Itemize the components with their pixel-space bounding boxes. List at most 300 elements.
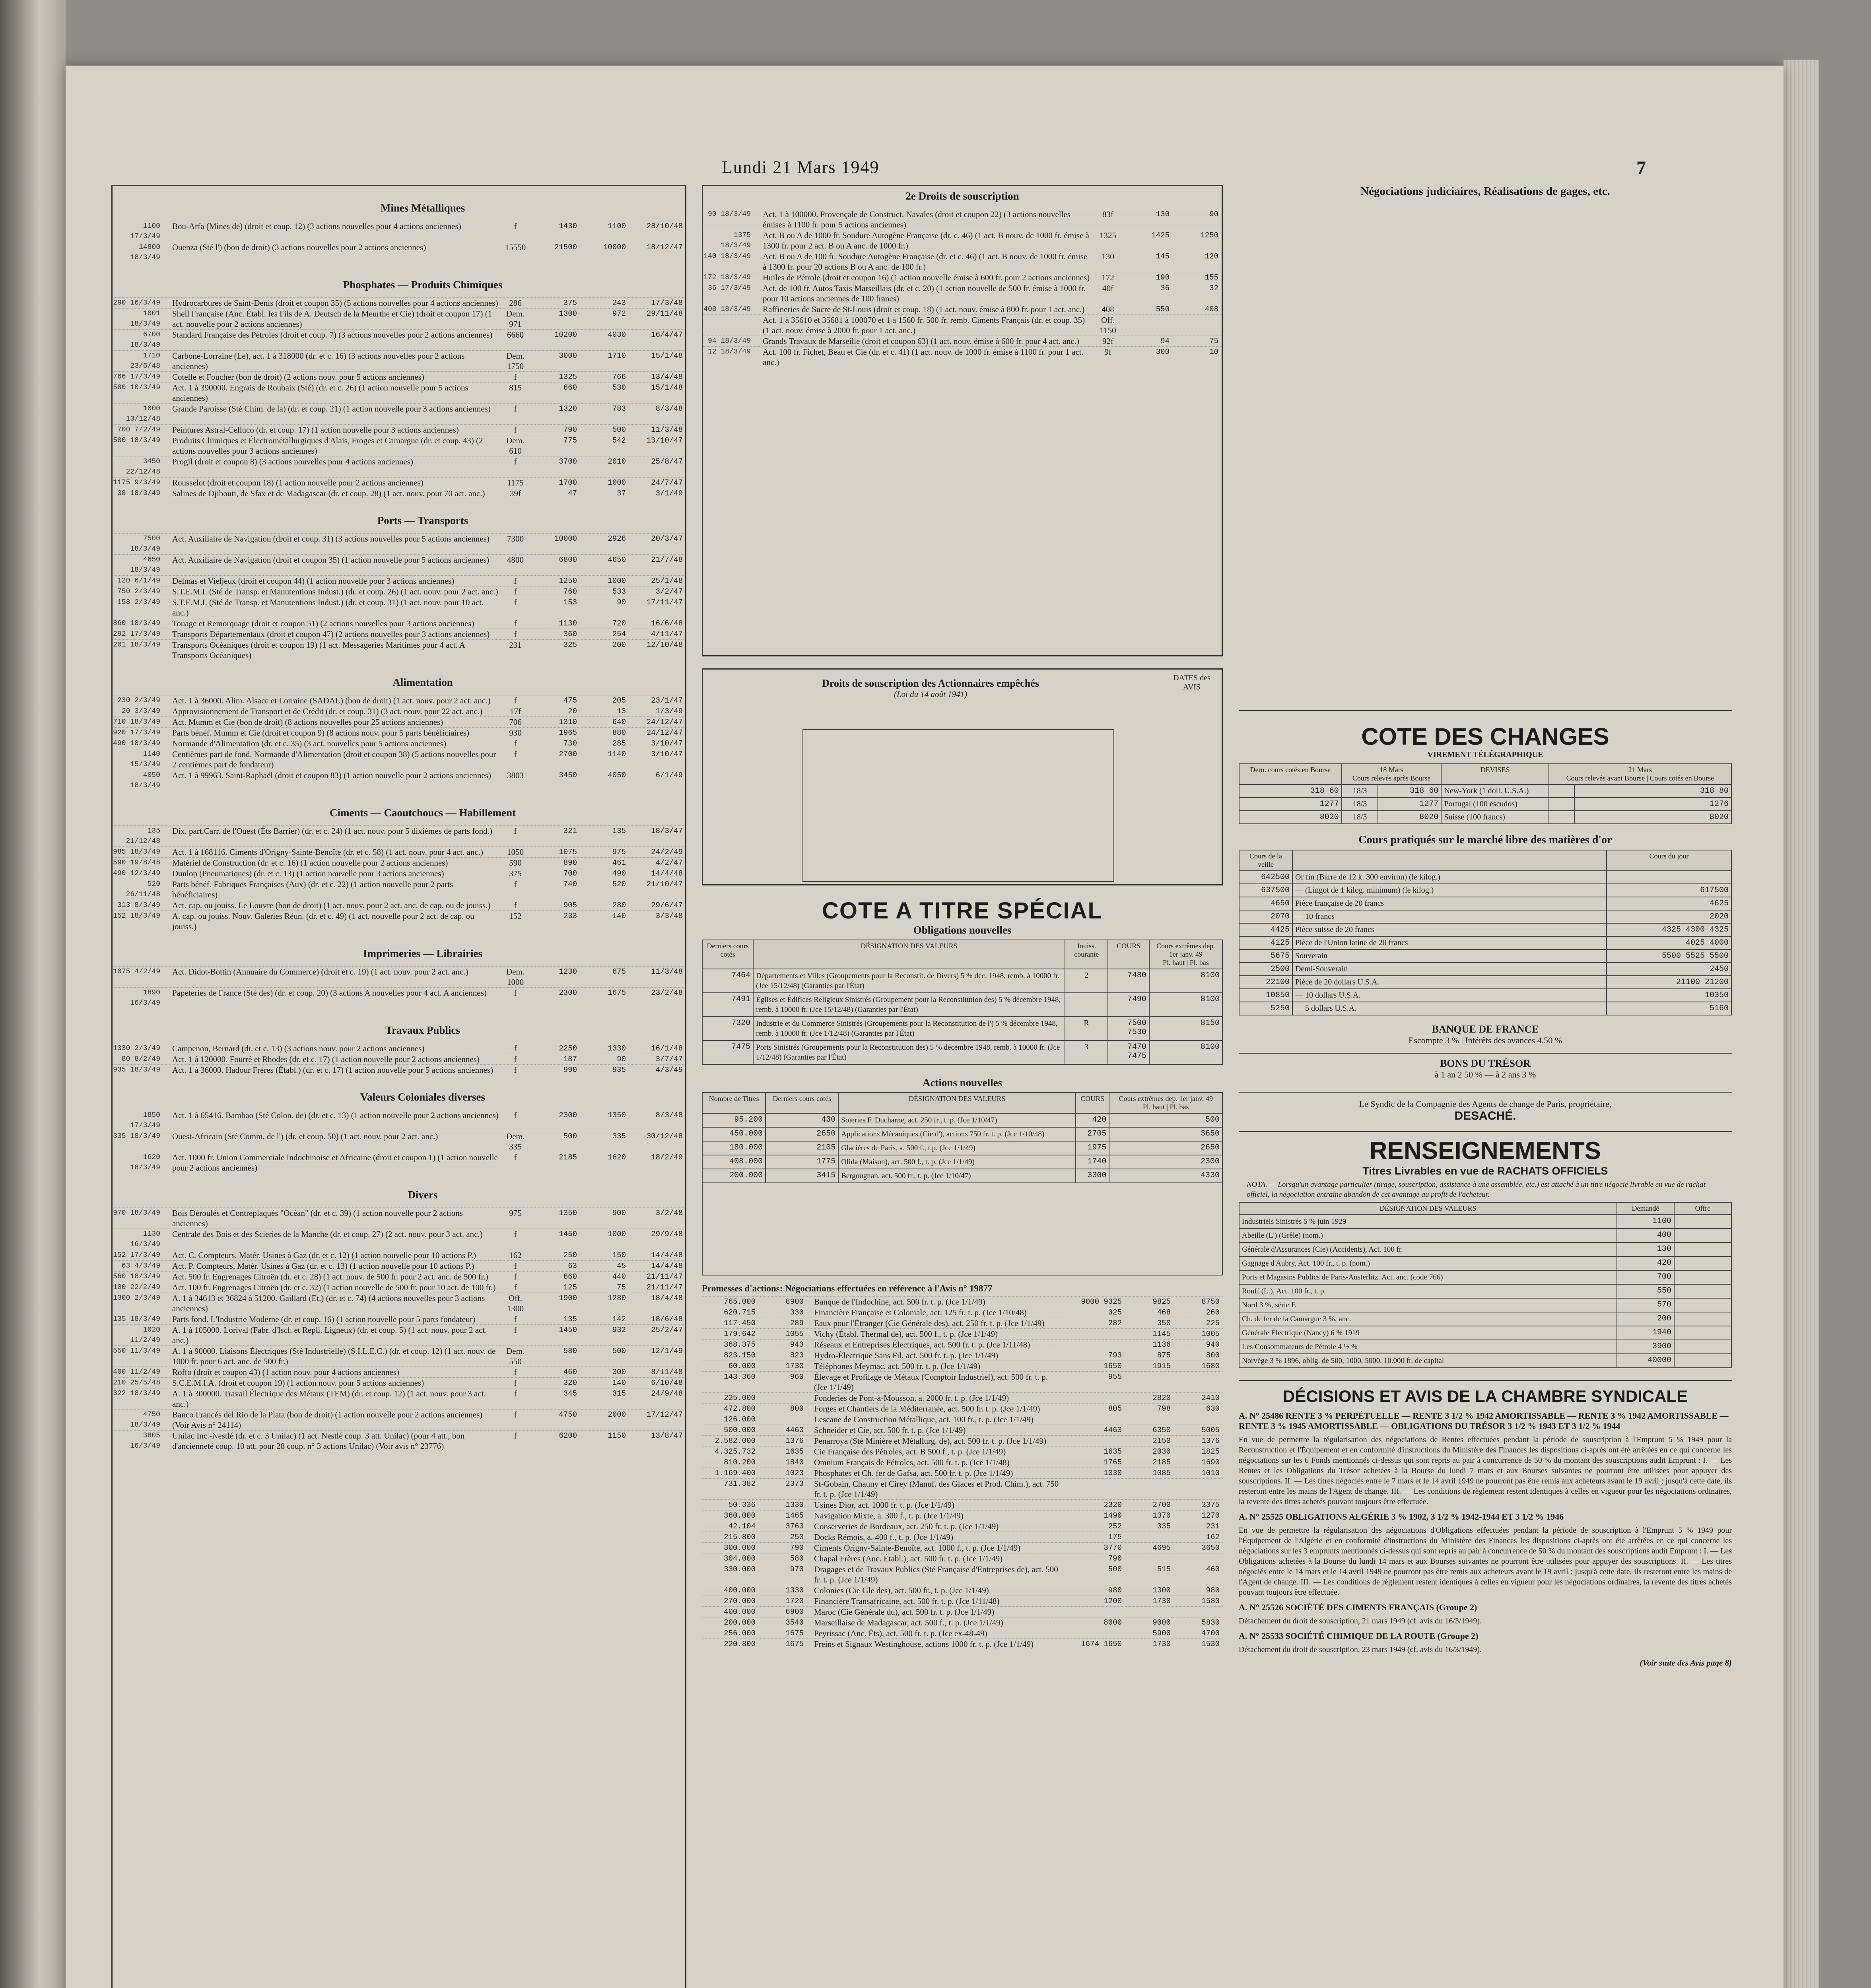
row-cours: 805 — [1108, 1404, 1122, 1413]
row-cours: 9000 9325 — [1081, 1297, 1122, 1306]
row-cours: 325 — [1108, 1308, 1122, 1317]
row-nouveau-cours: f — [514, 1431, 517, 1441]
row-date: 970 18/3/49 — [113, 1209, 160, 1217]
row-date-detach: 24/12/47 — [646, 718, 683, 726]
row-derniers: 1330 — [785, 1586, 804, 1595]
row-designation: Forges et Chantiers de la Méditerranée, act. 500 fr. t. p. (Jce 1/1/49) — [814, 1404, 1040, 1413]
row-designation: Hydrocarbures de Saint-Denis (droit et coupon 35) (5 actions nouvelles pour 4 actions anciennes) — [172, 298, 498, 308]
droits-title: 2e Droits de souscription — [905, 190, 1019, 202]
cell-designation: Abeille (L') (Grêle) (nom.) — [1239, 1229, 1617, 1242]
row-plus-bas: 140 — [612, 1378, 626, 1387]
row-plus-haut: 335 — [1157, 1522, 1171, 1531]
oblig-th-derniers: Derniers cours cotés — [702, 940, 753, 969]
or-th-desig — [1292, 850, 1607, 871]
row-designation: Act. 500 fr. Engrenages Citroën (dr. et c. 28) (1 act. nouv. de 500 fr. pour 2 act. anc. de 500 fr.) — [172, 1272, 488, 1281]
droit-row — [113, 770, 685, 791]
droit-row — [113, 900, 685, 911]
droit-row — [113, 1054, 685, 1064]
cell-cote: 318 80 — [1574, 784, 1731, 798]
row-date-detach: 24/9/48 — [651, 1389, 683, 1398]
row-nombre: 143.360 — [724, 1373, 756, 1381]
cell-derniers: 1775 — [765, 1155, 838, 1169]
cell-avant — [1549, 798, 1574, 811]
row-derniers: 1023 — [785, 1469, 804, 1477]
row-plus-haut: 1085 — [1152, 1469, 1171, 1477]
row-cours: 8000 — [1104, 1618, 1122, 1627]
row-plus-bas: 1270 — [1201, 1511, 1220, 1520]
row-date-detach: 13/4/48 — [651, 373, 683, 381]
row-date-detach: 15/1/48 — [651, 351, 683, 360]
row-nouveau-cours: f — [514, 457, 517, 466]
or-row — [1239, 963, 1731, 976]
cell-veille: 642500 — [1239, 871, 1292, 884]
row-date-detach: 4/11/47 — [651, 630, 683, 639]
row-designation: Shell Française (Anc. Établ. les Fils de A. Deutsch de la Meurthe et Cie) (droit et coupon 17) (1 act. nouvelle pour 2 actions anciennes) — [172, 309, 492, 329]
row-designation: Act. 1 à 120000. Fourré et Rhodes (dr. et c. 17) (1 action nouvelle pour 2 actions anciennes) — [172, 1054, 480, 1064]
row-date: 63 4/3/49 — [121, 1262, 160, 1270]
cell-precedent: 8020 — [1239, 811, 1342, 824]
row-derniers: 330 — [790, 1308, 804, 1317]
row-designation: Peintures Astral-Celluco (dr. et coup. 17) (1 action nouvelle pour 3 actions anciennes) — [172, 425, 459, 435]
cell-designation: Industriels Sinistrés 5 % juin 1929 — [1239, 1215, 1617, 1229]
row-derniers: 580 — [790, 1554, 804, 1563]
row-designation: Chapal Frères (Anc. Établ.), act. 500 fr. t. p. (Jce 1/1/49) — [814, 1554, 1003, 1563]
cell-veille: 10850 — [1239, 989, 1292, 1002]
cell-designation: — 5 dollars U.S.A. — [1292, 1002, 1607, 1015]
row-plus-bas: 243 — [612, 299, 626, 307]
cell-designation: Pièce de 20 dollars U.S.A. — [1292, 976, 1607, 989]
row-plus-haut: 1915 — [1152, 1362, 1171, 1371]
ren-th-demande: Demandé — [1617, 1202, 1674, 1215]
or-th-veille: Cours de la veille — [1239, 850, 1292, 871]
row-nombre: 215.800 — [724, 1533, 756, 1541]
row-derniers: 1330 — [785, 1501, 804, 1509]
promesse-row — [702, 1392, 1223, 1403]
row-plus-bas: 1100 — [608, 222, 626, 231]
row-nouveau-cours: f — [514, 1314, 517, 1324]
row-cours: 175 — [1108, 1533, 1122, 1541]
row-plus-haut: 1325 — [559, 373, 577, 381]
row-plus-haut — [1125, 1553, 1174, 1564]
row-date: 580 18/3/49 — [113, 437, 160, 445]
droit-souscription-row — [703, 209, 1222, 230]
droit-row — [113, 1271, 685, 1282]
changes-table — [1239, 763, 1732, 824]
row-date: 490 18/3/49 — [113, 740, 160, 747]
cell-demande: 570 — [1617, 1298, 1674, 1312]
row-plus-haut: 740 — [563, 880, 577, 889]
row-plus-bas: 4700 — [1201, 1629, 1220, 1638]
row-plus-haut: 321 — [563, 827, 577, 835]
row-designation: Vichy (Établ. Thermal de), act. 500 f., t. p. (Jce 1/1/49) — [814, 1329, 998, 1339]
row-plus-haut: 2820 — [1152, 1394, 1171, 1402]
row-nouveau-cours: f — [514, 425, 517, 435]
row-date: 1850 17/3/49 — [130, 1111, 160, 1130]
row-plus-haut: 2030 — [1152, 1447, 1171, 1456]
cell-designation: Les Consommateurs de Pétrole 4 ½ % — [1239, 1340, 1617, 1354]
row-plus-haut: 1450 — [559, 1326, 577, 1334]
row-plus-bas: 490 — [612, 869, 626, 878]
row-date: 710 18/3/49 — [113, 718, 160, 726]
row-date: 80 8/2/49 — [121, 1055, 160, 1063]
row-nouveau-cours: Dem. 1000 — [506, 967, 525, 987]
row-plus-haut: 250 — [563, 1251, 577, 1260]
row-plus-bas: 3650 — [1201, 1543, 1220, 1552]
row-plus-haut: 233 — [563, 912, 577, 920]
row-designation: Act. 1 à 35610 et 35681 à 100070 et 1 à 1560 fr. 500 fr. remb. Ciments Français (dr. et coup. 35) (1 act. nouv. émise à 2000 fr. pour 1 act. anc.) — [763, 315, 1085, 335]
section-title: Alimentation — [392, 676, 453, 688]
row-nombre: 2.582.000 — [715, 1437, 756, 1445]
row-derniers: 8900 — [785, 1297, 804, 1306]
row-plus-haut: 700 — [563, 869, 577, 878]
row-plus-bas: 90 — [1209, 210, 1218, 219]
cell-designation: Glacières de Paris, a. 500 f., t.p. (Jce 1/1/49) — [838, 1141, 1076, 1155]
row-designation: Eaux pour l'Étranger (Cie Générale des), act. 250 fr. t. p. (Jce 1/1/49) — [814, 1318, 1045, 1328]
row-nouveau-cours: f — [514, 1367, 517, 1377]
row-date-detach: 3/2/47 — [655, 587, 683, 596]
row-date-detach: 4/3/49 — [655, 1066, 683, 1074]
droit-row — [113, 1388, 685, 1409]
row-date-detach: 21/11/47 — [646, 1272, 683, 1281]
row-derniers: 1055 — [785, 1330, 804, 1338]
cell-cours-apres: 318 60 — [1378, 784, 1441, 798]
row-date-detach: 1/3/49 — [655, 707, 683, 716]
row-plus-bas: 766 — [612, 373, 626, 381]
row-plus-bas: 1280 — [608, 1294, 626, 1303]
row-date-detach: 3/7/47 — [655, 1055, 683, 1064]
row-plus-haut — [1125, 1414, 1174, 1425]
row-plus-bas — [1174, 1553, 1223, 1564]
cell-designation: Soieries F. Ducharne, act. 250 fr., t. p. (Jce 1/10/47) — [838, 1113, 1076, 1127]
droit-souscription-row — [703, 272, 1222, 283]
section-title: Travaux Publics — [385, 1024, 460, 1036]
row-plus-bas: 10 — [1209, 348, 1218, 356]
cell-designation: Générale d'Assurances (Cie) (Accidents), Act. 100 fr. — [1239, 1242, 1617, 1256]
droit-row — [113, 1110, 685, 1131]
row-date-detach: 8/3/48 — [655, 1111, 683, 1120]
row-plus-bas: 500 — [612, 1347, 626, 1355]
row-plus-bas: 1005 — [1201, 1330, 1220, 1338]
row-derniers: 1376 — [785, 1437, 804, 1445]
promesse-row — [702, 1596, 1223, 1606]
row-nombre: 823.150 — [724, 1351, 756, 1360]
page-header — [66, 157, 1784, 181]
row-plus-haut: 1700 — [559, 478, 577, 487]
row-designation: Cotelle et Foucher (bon de droit) (2 actions nouv. pour 5 actions anciennes) — [172, 372, 424, 382]
cell-jouiss: 3 — [1065, 1041, 1108, 1064]
row-plus-haut: 4695 — [1152, 1543, 1171, 1552]
row-nombre: 50.336 — [728, 1501, 756, 1509]
row-nouveau-cours: f — [514, 1325, 517, 1335]
droit-row — [113, 1314, 685, 1324]
promesse-row — [702, 1542, 1223, 1553]
row-date: 750 2/3/49 — [117, 588, 160, 596]
row-plus-bas: 13 — [617, 707, 626, 716]
cell-veille: 4650 — [1239, 897, 1292, 910]
droit-row — [113, 911, 685, 932]
cell-designation: — (Lingot de 1 kilog. minimum) (le kilog.) — [1292, 884, 1607, 897]
row-nouveau-cours: 4800 — [507, 555, 524, 565]
row-designation: Financière Transafricaine, act. 500 fr. t. p. (Jce 1/11/48) — [814, 1596, 1000, 1606]
row-designation: Act. 1 à 390000. Engrais de Roubaix (Sté) (dr. et c. 26) (1 action nouvelle pour 5 actions anciennes) — [172, 383, 468, 403]
row-date: 1375 18/3/49 — [721, 231, 751, 250]
row-plus-bas: 533 — [612, 587, 626, 596]
row-derniers: 2373 — [785, 1479, 804, 1488]
promesse-row — [702, 1532, 1223, 1542]
row-plus-bas: 4650 — [608, 555, 626, 564]
row-plus-haut: 775 — [563, 436, 577, 445]
droit-souscription-row — [703, 251, 1222, 272]
row-date-detach: 6/10/48 — [651, 1378, 683, 1387]
row-date: 700 7/2/49 — [117, 426, 160, 434]
row-date: 1100 17/3/49 — [130, 222, 160, 241]
row-plus-bas: 972 — [612, 309, 626, 318]
avis-number: A. N° 25533 — [1239, 1631, 1284, 1641]
row-designation: Act. 100 fr. Fichet, Beau et Cie (dr. et c. 41) (1 act. nouv. de 1000 fr. émise à 1100 fr. pour 1 act. anc.) — [763, 347, 1084, 367]
row-plus-bas: 720 — [612, 619, 626, 628]
row-date: 140 18/3/49 — [703, 252, 751, 260]
row-designation: Schneider et Cie, act. 500 fr. t. p. (Jce 1/1/49) — [814, 1425, 966, 1435]
row-date: 1130 16/3/49 — [130, 1230, 160, 1248]
row-designation: Conserveries de Bordeaux, act. 250 fr. t. p. (Jce 1/1/49) — [814, 1522, 999, 1531]
row-date: 3805 16/3/49 — [130, 1432, 160, 1450]
row-nombre: 220.800 — [724, 1640, 756, 1648]
row-cours — [1062, 1436, 1125, 1446]
cell-designation: Norvège 3 % 1896, oblig. de 500, 1000, 5000, 10.000 fr. de capital — [1239, 1354, 1617, 1368]
avis-body-text: Détachement du droit de souscription, 23 mars 1949 (cf. avis du 16/3/1949). — [1239, 1645, 1482, 1654]
cell-demande: 1100 — [1617, 1215, 1674, 1229]
changes-title: COTE DES CHANGES — [1361, 723, 1609, 750]
droit-row — [113, 242, 685, 263]
cell-haut: 8100 — [1149, 1041, 1222, 1064]
cell-jour: 21100 21200 — [1607, 976, 1731, 989]
renseignement-row — [1239, 1229, 1731, 1242]
row-date-detach: 12/1/49 — [651, 1347, 683, 1355]
promesse-row — [702, 1510, 1223, 1521]
cell-designation: Ch. de fer de la Camargue 3 %, anc. — [1239, 1312, 1617, 1326]
row-designation: Usines Dior, act. 1000 fr. t. p. (Jce 1/1/49) — [814, 1500, 955, 1510]
or-row — [1239, 976, 1731, 989]
cell-jouiss: R — [1065, 1017, 1108, 1041]
row-designation: Progil (droit et coupon 8) (3 actions nouvelles pour 4 actions anciennes) — [172, 457, 413, 466]
droit-row — [113, 706, 685, 716]
row-plus-bas: 120 — [1205, 252, 1218, 261]
row-designation: Act. 1 à 65416. Bambao (Sté Colon. de) (dr. et c. 13) (1 action nouvelle pour 2 actions anciennes) — [172, 1110, 499, 1120]
cell-offre — [1674, 1340, 1731, 1354]
row-plus-haut: 360 — [563, 630, 577, 639]
droit-souscription-row — [703, 336, 1222, 346]
row-plus-bas: 975 — [612, 848, 626, 856]
row-nouveau-cours: 286 — [509, 298, 522, 308]
cell-date: 18/3 — [1342, 811, 1378, 824]
droit-row — [113, 435, 685, 456]
oblig-th-cours: COURS — [1108, 940, 1149, 969]
row-designation: Act. 1 à 36000. Alim. Alsace et Lorraine (SADAL) (bon de droit) (1 act. nouv. pour 2 act. anc.) — [172, 696, 491, 705]
cell-offre — [1674, 1354, 1731, 1368]
row-designation: Maroc (Cie Générale du), act. 500 fr. t. p. (Jce 1/1/49) — [814, 1607, 995, 1617]
droit-souscription-row — [703, 315, 1222, 336]
row-plus-bas: 1150 — [608, 1431, 626, 1440]
row-plus-bas: 1000 — [608, 577, 626, 585]
row-plus-haut: 1300 — [559, 309, 577, 318]
promesse-row — [702, 1307, 1223, 1318]
row-plus-bas: 542 — [612, 436, 626, 445]
row-designation: Act. C. Compteurs, Matér. Usines à Gaz (dr. et c. 12) (1 action nouvelle pour 10 actions P.) — [172, 1250, 476, 1260]
row-derniers: 1675 — [785, 1640, 804, 1648]
droit-row — [113, 1282, 685, 1293]
cell-jour: 2450 — [1607, 963, 1731, 976]
row-date: 335 18/3/49 — [113, 1132, 160, 1140]
row-date-detach: 24/2/49 — [651, 848, 683, 856]
row-plus-haut: 187 — [563, 1055, 577, 1064]
row-plus-bas: 408 — [1205, 305, 1218, 314]
row-date: 1620 18/3/49 — [130, 1153, 160, 1172]
row-designation: Act. 1 à 99963. Saint-Raphaël (droit et coupon 83) (1 action nouvelle pour 2 actions anciennes) — [172, 771, 491, 780]
obligation-row — [702, 1017, 1222, 1041]
row-date: 158 2/3/49 — [117, 598, 160, 606]
row-plus-haut: 515 — [1157, 1565, 1171, 1574]
cell-offre — [1674, 1229, 1731, 1242]
promesse-row — [702, 1339, 1223, 1350]
droit-row — [113, 221, 685, 242]
row-plus-bas: 880 — [612, 728, 626, 737]
row-plus-haut: 475 — [563, 696, 577, 705]
promesse-row — [702, 1414, 1223, 1425]
row-nouveau-cours: f — [514, 629, 517, 639]
row-plus-haut: 2700 — [559, 750, 577, 759]
row-plus-haut: 1450 — [559, 1230, 577, 1239]
row-cours: 92f — [1102, 336, 1113, 346]
row-plus-haut: 190 — [1156, 273, 1170, 282]
row-plus-haut: 2300 — [559, 988, 577, 997]
row-nombre: 270.000 — [724, 1597, 756, 1606]
row-date: 210 25/5/48 — [113, 1379, 160, 1387]
cell-precedent: 318 60 — [1239, 784, 1342, 798]
droit-row — [113, 575, 685, 586]
row-plus-bas — [1174, 1479, 1223, 1499]
row-nombre: 400.000 — [724, 1586, 756, 1595]
row-nouveau-cours: f — [514, 1410, 517, 1419]
avis-subject: SOCIÉTÉ DES CIMENTS FRANÇAIS (Groupe 2) — [1285, 1602, 1477, 1612]
cell-cote: 1276 — [1574, 798, 1731, 811]
promesse-row — [702, 1628, 1223, 1639]
change-row — [1239, 784, 1731, 798]
row-designation: Touage et Remorquage (droit et coupon 51) (2 actions nouvelles pour 3 actions anciennes) — [172, 619, 474, 628]
cell-cours: 1975 — [1076, 1141, 1109, 1155]
row-date: 94 18/3/49 — [707, 337, 751, 345]
row-designation: Salines de Djibouti, de Sfax et de Madagascar (dr. et coup. 28) (1 act. nouv. pour 70 act. anc.) — [172, 489, 485, 498]
or-row — [1239, 897, 1731, 910]
row-date-detach: 12/10/48 — [646, 641, 683, 649]
row-designation: Unilac Inc.-Nestlé (dr. et c. 3 Unilac) (1 act. Nestlé coup. 3 att. Unilac) (pour 4 att., bon d'ancienneté coup. 10 att. pour 28 coup. n° 3 actions Unilac) (Voir avis n° 23776) — [172, 1431, 465, 1451]
row-nouveau-cours: 930 — [509, 728, 522, 738]
row-date: 4650 18/3/49 — [130, 556, 160, 574]
row-plus-bas: 231 — [1206, 1522, 1220, 1531]
row-date: 3450 22/12/48 — [126, 458, 160, 476]
cell-derniers: 7491 — [702, 993, 753, 1017]
droit-row — [113, 554, 685, 575]
cell-demande: 420 — [1617, 1256, 1674, 1270]
row-plus-haut: 375 — [563, 299, 577, 307]
row-cours: 500 — [1108, 1565, 1122, 1574]
droit-row — [113, 1345, 685, 1367]
row-plus-bas: 640 — [612, 718, 626, 726]
row-nouveau-cours: f — [514, 879, 517, 889]
row-designation: Parts bénéf. Mumm et Cie (droit et coupon 9) (8 actions nouv. pour 5 parts bénéficiaires) — [172, 728, 469, 738]
negociations-title: Négociations judiciaires, Réalisations de gages, etc. — [1360, 185, 1610, 198]
row-plus-haut: 3000 — [559, 351, 577, 360]
row-date: 590 19/8/48 — [113, 859, 160, 867]
row-plus-bas: 90 — [617, 1055, 626, 1064]
oblig-th-extremes: Cours extrêmes dep. 1er janv. 49 Pl. haut | Pl. bas — [1149, 940, 1222, 969]
row-date: 14800 18/3/49 — [130, 243, 160, 262]
row-designation: Delmas et Vieljeux (droit et coupon 44) (1 action nouvelle pour 3 actions anciennes) — [172, 576, 455, 586]
row-nouveau-cours: f — [514, 1378, 517, 1388]
row-designation: Roffo (droit et coupon 43) (1 action nouv. pour 4 actions anciennes) — [172, 1367, 399, 1377]
row-nouveau-cours: 706 — [509, 717, 522, 727]
row-nouveau-cours: 815 — [509, 383, 522, 392]
row-plus-haut: 1310 — [559, 718, 577, 726]
row-designation: Parts fond. L'Industrie Moderne (dr. et coup. 16) (1 action nouvelle pour 5 parts fondateur) — [172, 1314, 476, 1324]
cell-haut: 4330 — [1109, 1169, 1222, 1183]
row-plus-bas: 335 — [612, 1132, 626, 1141]
cell-designation: Rouff (L.), Act. 100 fr., t. p. — [1239, 1284, 1617, 1298]
cell-jour: 10350 — [1607, 989, 1731, 1002]
row-plus-haut: 2150 — [1152, 1437, 1171, 1445]
change-row — [1239, 811, 1731, 824]
cell-cours: 2705 — [1076, 1127, 1109, 1141]
row-date: 313 8/3/49 — [117, 901, 160, 909]
droit-row — [113, 1260, 685, 1271]
droit-souscription-row — [703, 230, 1222, 251]
row-nombre: 117.450 — [724, 1319, 756, 1328]
cell-designation: Nord 3 %, série E — [1239, 1298, 1617, 1312]
promesse-row — [702, 1564, 1223, 1585]
column-droits-detaches — [111, 185, 686, 1988]
droit-row — [113, 1367, 685, 1377]
row-nouveau-cours: Dem. 550 — [506, 1346, 525, 1366]
cell-nombre: 200.000 — [702, 1169, 765, 1183]
cell-designation: — 10 dollars U.S.A. — [1292, 989, 1607, 1002]
negociations-box — [1239, 185, 1732, 711]
row-plus-haut: 135 — [563, 1315, 577, 1324]
row-nouveau-cours: f — [514, 749, 517, 759]
droit-row — [113, 1430, 685, 1451]
cell-veille: 5675 — [1239, 949, 1292, 963]
droit-row — [113, 1324, 685, 1345]
page-edges — [1784, 60, 1819, 1988]
cell-derniers: 7320 — [702, 1017, 753, 1041]
row-cours: 1650 — [1104, 1362, 1122, 1371]
renseignement-row — [1239, 1326, 1731, 1340]
or-title: Cours pratiqués sur le marché libre des matières d'or — [1358, 834, 1612, 846]
cell-demande: 1940 — [1617, 1326, 1674, 1340]
row-nombre: 200.000 — [724, 1618, 756, 1627]
obligation-row — [702, 993, 1222, 1017]
row-designation: A. cap. ou jouiss. Nouv. Galeries Réun. (dr. et c. 49) (1 act. nouvelle pour 2 act. de cap. ou jouiss.) — [172, 911, 474, 931]
cell-derniers: 2105 — [765, 1141, 838, 1155]
cell-offre — [1674, 1256, 1731, 1270]
cell-avant — [1549, 811, 1574, 824]
ren-th-designation: DÉSIGNATION DES VALEURS — [1239, 1202, 1617, 1215]
actions-nouvelles-table — [702, 1092, 1223, 1183]
renseignement-row — [1239, 1270, 1731, 1284]
row-nouveau-cours: f — [514, 221, 517, 231]
row-designation: Act. de 100 fr. Autos Taxis Marseillais (dr. et c. 20) (1 action nouvelle de 500 fr. émise à 1000 fr. pour 10 actions anciennes de 100 francs) — [763, 283, 1086, 303]
row-designation: Cie Française des Pétroles, act. B 500 f., t. p. (Jce 1/1/49) — [814, 1447, 1006, 1456]
row-plus-haut: 2185 — [1152, 1458, 1171, 1467]
promesse-row — [702, 1361, 1223, 1371]
